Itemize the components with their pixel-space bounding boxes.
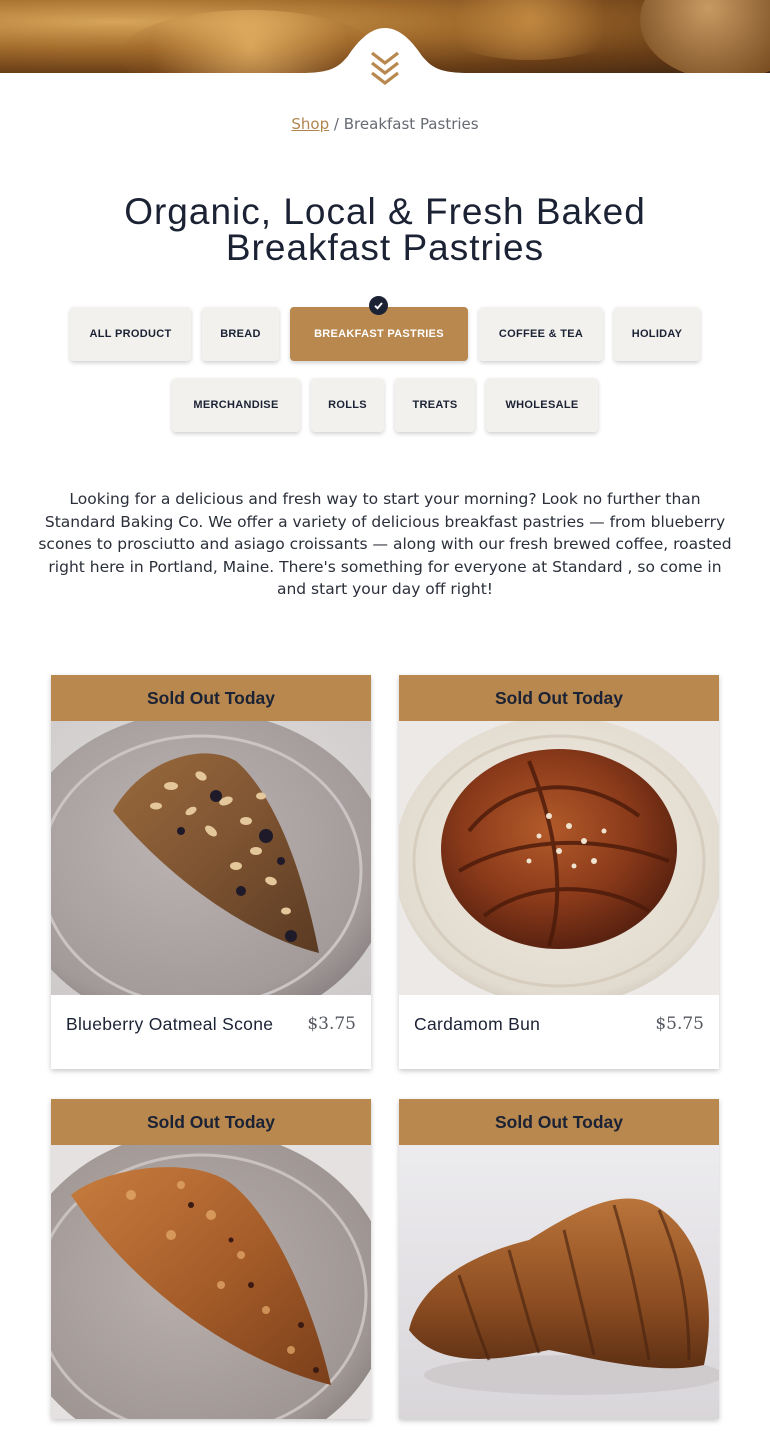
sold-out-banner: Sold Out Today <box>51 675 371 721</box>
tab-breakfast-pastries[interactable]: BREAKFAST PASTRIES <box>290 307 468 361</box>
product-info <box>51 995 371 1069</box>
breadcrumb-shop-link[interactable]: Shop <box>291 115 330 133</box>
sold-out-banner: Sold Out Today <box>399 1099 719 1145</box>
product-image-blueberry-oatmeal-scone[interactable] <box>51 721 371 995</box>
product-card[interactable] <box>51 675 371 1069</box>
tab-treats[interactable]: TREATS <box>395 378 475 432</box>
product-name[interactable]: Blueberry Oatmeal Scone <box>66 1014 274 1034</box>
sold-out-banner: Sold Out Today <box>51 1099 371 1145</box>
product-card[interactable] <box>399 1099 719 1419</box>
product-price: $3.75 <box>307 1014 356 1034</box>
product-image-cardamom-bun[interactable] <box>399 721 719 995</box>
product-card[interactable] <box>399 675 719 1069</box>
intro-paragraph: Looking for a delicious and fresh way to start your morning? Look no further than Standard Baking Co. We offer a variety of delicious breakfast pastries — from blueberry scones to prosciutto and asiago croissants — along with our fresh brewed coffee, roasted right here in Portland, Maine. There's something for everyone at Standard , so come in and start your day off right! <box>38 490 732 599</box>
product-name[interactable]: Cardamom Bun <box>414 1014 541 1034</box>
product-price: $5.75 <box>655 1014 704 1034</box>
tab-holiday[interactable]: HOLIDAY <box>614 307 700 361</box>
product-info <box>399 995 719 1069</box>
tab-coffee-tea[interactable]: COFFEE & TEA <box>479 307 603 361</box>
wheat-logo-icon[interactable] <box>369 47 401 89</box>
tab-merchandise[interactable]: MERCHANDISE <box>172 378 300 432</box>
breadcrumb <box>0 115 770 133</box>
page-title: Organic, Local & Fresh Baked Breakfast Pastries <box>124 191 646 268</box>
product-image-croissant[interactable] <box>399 1145 719 1419</box>
check-icon <box>369 296 388 315</box>
product-image-scone[interactable] <box>51 1145 371 1419</box>
tab-all-product[interactable]: ALL PRODUCT <box>70 307 191 361</box>
breadcrumb-current: Breakfast Pastries <box>343 115 479 133</box>
tab-bread[interactable]: BREAD <box>202 307 279 361</box>
tab-rolls[interactable]: ROLLS <box>311 378 384 432</box>
sold-out-banner: Sold Out Today <box>399 675 719 721</box>
breadcrumb-separator: / <box>333 115 339 133</box>
product-card[interactable] <box>51 1099 371 1419</box>
tab-wholesale[interactable]: WHOLESALE <box>486 378 598 432</box>
